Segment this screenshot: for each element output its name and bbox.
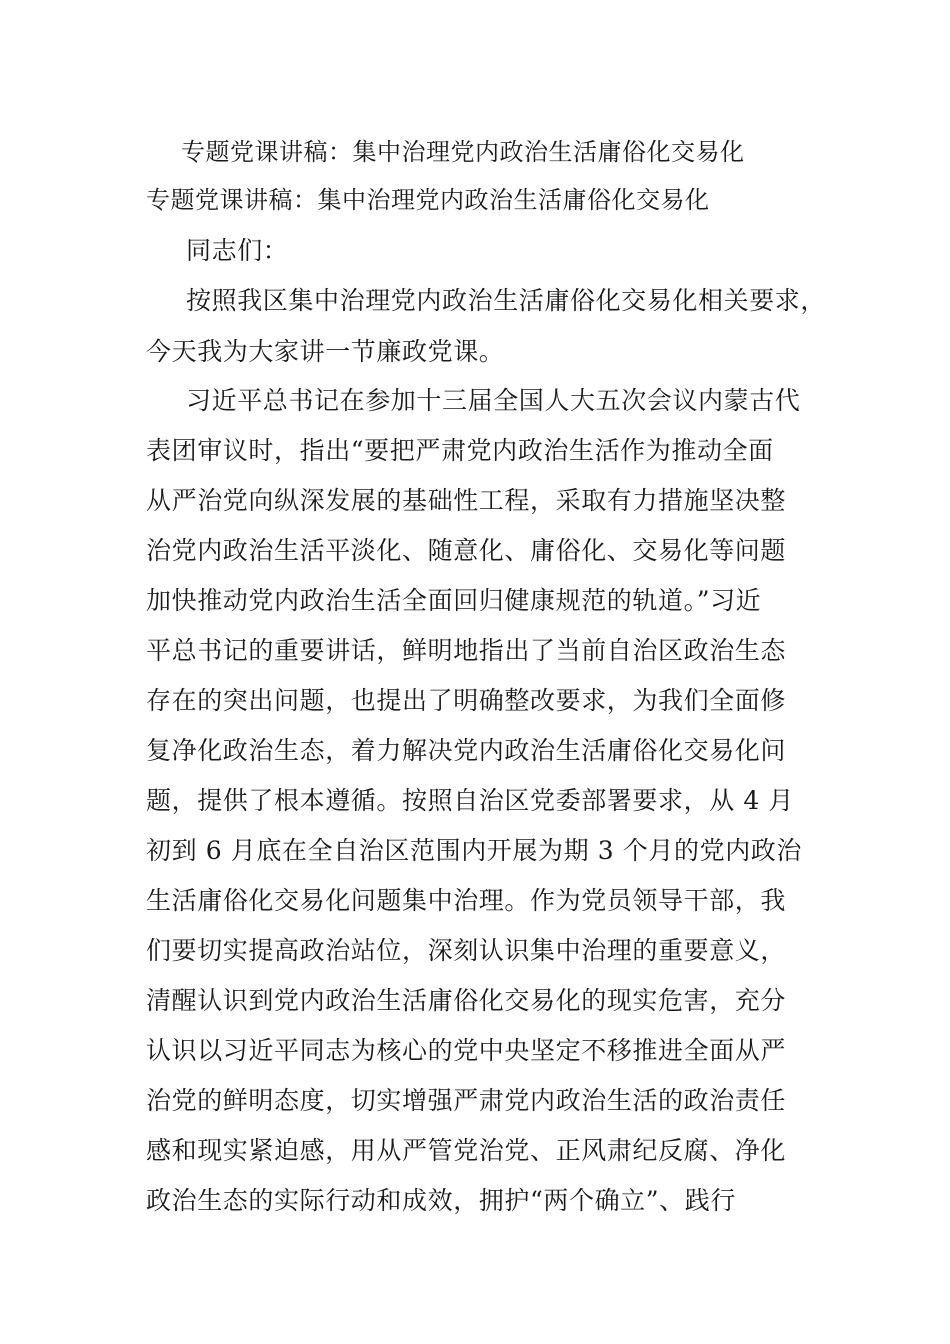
document-title: 专题党课讲稿：集中治理党内政治生活庸俗化交易化 <box>181 138 745 166</box>
paragraph-line: 按照我区集中治理党内政治生活庸俗化交易化相关要求， <box>186 286 827 315</box>
paragraph-line: 复净化政治生态，着力解决党内政治生活庸俗化交易化问 <box>146 736 787 765</box>
paragraph-line: 们要切实提高政治站位，深刻认识集中治理的重要意义， <box>146 936 787 965</box>
paragraph-line: 治党内政治生活平淡化、随意化、庸俗化、交易化等问题 <box>146 536 787 565</box>
paragraph-line: 加快推动党内政治生活全面回归健康规范的轨道。”习近 <box>146 586 762 615</box>
paragraph-line: 治党的鲜明态度，切实增强严肃党内政治生活的政治责任 <box>146 1086 787 1115</box>
paragraph-line: 清醒认识到党内政治生活庸俗化交易化的现实危害，充分 <box>146 986 787 1015</box>
paragraph-line: 平总书记的重要讲话，鲜明地指出了当前自治区政治生态 <box>146 636 787 665</box>
paragraph-line: 政治生态的实际行动和成效，拥护“两个确立”、践行 <box>146 1186 736 1215</box>
paragraph-line: 存在的突出问题，也提出了明确整改要求，为我们全面修 <box>146 686 787 715</box>
salutation: 同志们： <box>186 236 289 265</box>
paragraph-line: 认识以习近平同志为核心的党中央坚定不移推进全面从严 <box>146 1036 787 1065</box>
paragraph-line: 题，提供了根本遵循。按照自治区党委部署要求，从 4 月 <box>146 786 795 815</box>
paragraph-line: 今天我为大家讲一节廉政党课。 <box>146 337 505 366</box>
paragraph-line: 表团审议时，指出“要把严肃党内政治生活作为推动全面 <box>146 436 774 465</box>
paragraph-line: 习近平总书记在参加十三届全国人大五次会议内蒙古代 <box>186 386 801 415</box>
paragraph-line: 生活庸俗化交易化问题集中治理。作为党员领导干部，我 <box>146 886 787 915</box>
paragraph-line: 感和现实紧迫感，用从严管党治党、正风肃纪反腐、净化 <box>146 1136 787 1165</box>
paragraph-line: 初到 6 月底在全自治区范围内开展为期 3 个月的党内政治 <box>146 836 803 865</box>
paragraph-line: 从严治党向纵深发展的基础性工程，采取有力措施坚决整 <box>146 486 787 515</box>
document-subtitle: 专题党课讲稿：集中治理党内政治生活庸俗化交易化 <box>146 186 710 214</box>
